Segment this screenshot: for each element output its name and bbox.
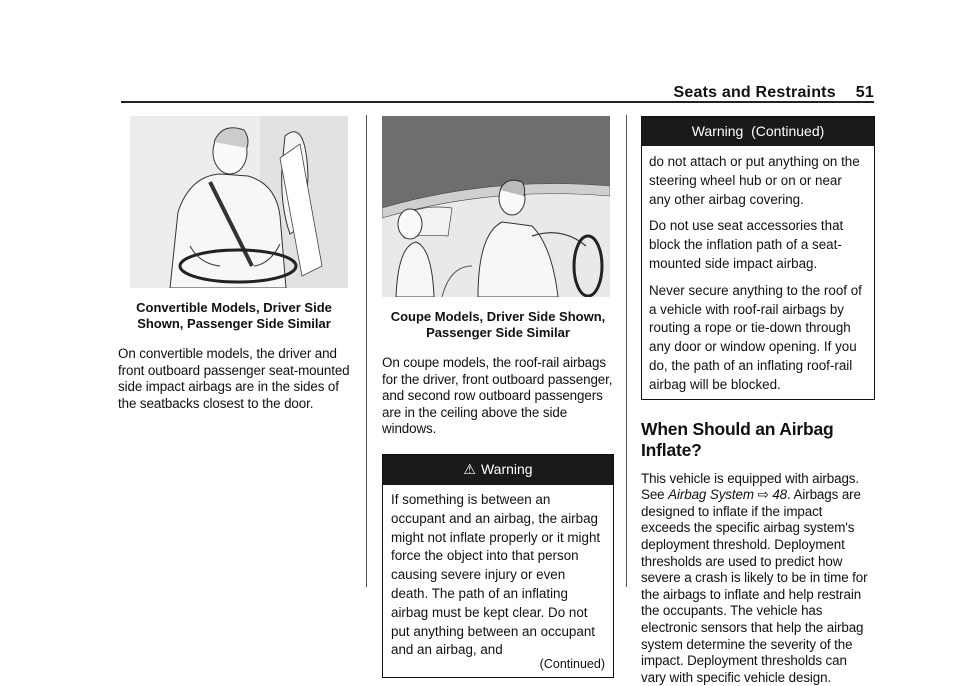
- column-divider-2: [626, 115, 627, 587]
- warning-text: If something is between an occupant and an airbag, the airbag might not inflate properly or it might force the object into that person causing severe injury or even death. The path of an inflating airbag must be kept clear. Do not put anything between an occupant and an airbag, and: [391, 491, 601, 658]
- column-divider-1: [366, 115, 367, 587]
- body-paragraph: On coupe models, the roof-rail airbags for the driver, front outboard passenger, and second row outboard passengers are in the ceiling above the side windows.: [382, 355, 613, 437]
- continued-label: (Continued): [539, 657, 605, 672]
- warning-body: [642, 146, 874, 399]
- cross-reference-link[interactable]: Airbag System: [668, 487, 754, 503]
- warning-title: Warning: [480, 460, 533, 477]
- page-header: [674, 84, 874, 102]
- page-ref-arrow-icon: ⇨: [757, 487, 769, 503]
- section-heading: When Should an Airbag Inflate?: [641, 418, 834, 460]
- warning-icon: ⚠: [463, 460, 476, 477]
- warning-continued-box: [641, 116, 875, 400]
- warning-paragraph: Do not use seat accessories that block the inflation path of a seat-mounted side impact airbag.: [649, 218, 844, 271]
- figure-caption: Coupe Models, Driver Side Shown, Passenger Side Similar: [390, 309, 606, 340]
- column-3: [641, 116, 875, 686]
- body-paragraph: [641, 471, 875, 686]
- figure-caption: Convertible Models, Driver Side Shown, Passenger Side Similar: [136, 300, 332, 331]
- warning-box: [382, 454, 614, 678]
- warning-header: Warning (Continued): [642, 117, 874, 146]
- warning-header: [383, 455, 613, 485]
- cross-reference-page[interactable]: 48: [772, 487, 788, 503]
- column-2: [382, 116, 614, 678]
- section-title: Seats and Restraints: [673, 84, 836, 101]
- warning-body: [383, 485, 613, 677]
- column-1: [118, 116, 350, 412]
- coupe-airbag-illustration: [382, 116, 610, 297]
- warning-paragraph: do not attach or put anything on the steering wheel hub or on or near any other airbag covering.: [649, 154, 860, 207]
- page-number: 51: [855, 84, 874, 101]
- body-paragraph: On convertible models, the driver and front outboard passenger seat-mounted side impact airbags are in the sides of the seatbacks closest to the door.: [118, 346, 350, 411]
- header-rule: [121, 101, 874, 103]
- convertible-airbag-illustration: [130, 116, 348, 288]
- warning-paragraph: Never secure anything to the roof of a vehicle with roof-rail airbags by routing a rope or tie-down through any door or window opening. If you do, the path of an inflating roof-rail airbag will be blocked.: [649, 282, 862, 392]
- body-text: . Airbags are designed to inflate if the impact exceeds the specific airbag system's deployment threshold. Deployment thresholds are used to predict how severe a crash is likely to be in time for the airbags to inflate and help restrain the occupants. The vehicle has electronic sensors that help the airbag system determine the severity of the impact. Deployment thresholds can vary with specific vehicle design.: [641, 487, 868, 685]
- body-text: This vehicle is equipped with airbags. See: [641, 470, 860, 503]
